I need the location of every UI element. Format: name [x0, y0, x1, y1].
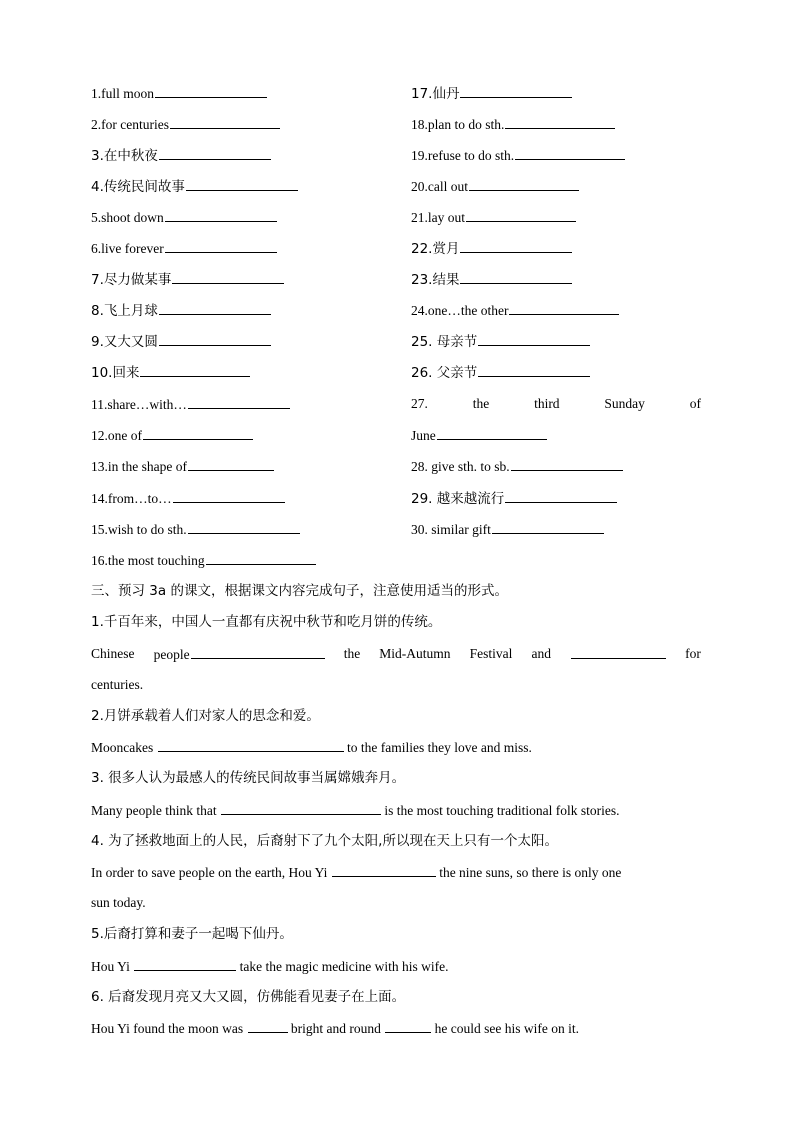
- q4-english: [91, 863, 621, 882]
- vocab-text: 13.in the shape of: [91, 459, 187, 474]
- vocab-text: June: [411, 428, 436, 443]
- sentence-text: Many people think that: [91, 803, 220, 818]
- answer-blank[interactable]: [165, 239, 277, 253]
- vocab-text: 21.lay out: [411, 210, 465, 225]
- answer-blank[interactable]: [173, 489, 285, 503]
- answer-blank[interactable]: [332, 863, 436, 877]
- answer-blank[interactable]: [159, 332, 271, 346]
- answer-blank[interactable]: [134, 957, 236, 971]
- answer-blank[interactable]: [385, 1019, 431, 1033]
- vocab-item-26: [411, 363, 590, 382]
- vocab-item-19: [411, 146, 625, 165]
- answer-blank[interactable]: [571, 645, 666, 659]
- answer-blank[interactable]: [140, 363, 250, 377]
- vocab-item-27-continued: [411, 426, 547, 445]
- vocab-text: 28. give sth. to sb.: [411, 459, 510, 474]
- vocab-text: 3.在中秋夜: [91, 148, 158, 164]
- answer-blank[interactable]: [172, 270, 284, 284]
- vocab-text: 25. 母亲节: [411, 334, 478, 350]
- q3-chinese: 3. 很多人认为最感人的传统民间故事当属嫦娥奔月。: [91, 770, 406, 786]
- answer-blank[interactable]: [158, 738, 344, 752]
- answer-blank[interactable]: [143, 426, 253, 440]
- vocab-item-24: [411, 301, 619, 320]
- answer-blank[interactable]: [511, 457, 623, 471]
- vocab-text: 17.仙丹: [411, 86, 460, 102]
- vocab-item-11: [91, 395, 290, 414]
- answer-blank[interactable]: [509, 301, 619, 315]
- answer-blank[interactable]: [159, 301, 271, 315]
- vocab-text: 23.结果: [411, 272, 460, 288]
- q1-chinese: 1.千百年来，中国人一直都有庆祝中秋节和吃月饼的传统。: [91, 614, 442, 630]
- sentence-text: Mid-Autumn: [379, 646, 451, 661]
- sentence-text: Hou Yi: [91, 959, 134, 974]
- answer-blank[interactable]: [186, 177, 298, 191]
- q1-english: [91, 645, 701, 664]
- vocab-text: 30. similar gift: [411, 522, 491, 537]
- q3-english: [91, 801, 619, 820]
- vocab-text: 19.refuse to do sth.: [411, 148, 515, 163]
- sentence-text: people: [153, 647, 190, 662]
- vocab-text: 2.for centuries: [91, 117, 169, 132]
- vocab-text: 5.shoot down: [91, 210, 164, 225]
- vocab-item-9: [91, 332, 271, 351]
- answer-blank[interactable]: [460, 270, 572, 284]
- vocab-item-4: [91, 177, 298, 196]
- vocab-text: 6.live forever: [91, 241, 164, 256]
- answer-blank[interactable]: [478, 363, 590, 377]
- sentence-segment: [154, 645, 325, 664]
- answer-blank[interactable]: [221, 801, 381, 815]
- vocab-text: 12.one of: [91, 428, 142, 443]
- answer-blank[interactable]: [188, 457, 274, 471]
- vocab-text: 24.one…the other: [411, 303, 509, 318]
- sentence-text: Chinese: [91, 646, 135, 661]
- answer-blank[interactable]: [460, 84, 572, 98]
- answer-blank[interactable]: [170, 115, 280, 129]
- answer-blank[interactable]: [206, 551, 316, 565]
- vocab-text: 8.飞上月球: [91, 303, 158, 319]
- q6-english: [91, 1019, 579, 1038]
- vocab-text: third: [534, 396, 560, 411]
- vocab-item-30: [411, 520, 604, 539]
- vocab-item-22: [411, 239, 572, 258]
- answer-blank[interactable]: [505, 489, 617, 503]
- q6-chinese: 6. 后裔发现月亮又大又圆，仿佛能看见妻子在上面。: [91, 989, 406, 1005]
- vocab-item-7: [91, 270, 284, 289]
- answer-blank[interactable]: [478, 332, 590, 346]
- vocab-item-16: [91, 551, 316, 570]
- answer-blank[interactable]: [159, 146, 271, 160]
- vocab-item-13: [91, 457, 274, 476]
- vocab-item-2: [91, 115, 280, 134]
- vocab-item-17: [411, 84, 572, 103]
- vocab-item-28: [411, 457, 623, 476]
- q2-chinese: 2.月饼承载着人们对家人的思念和爱。: [91, 708, 320, 724]
- vocab-item-1: [91, 84, 267, 103]
- vocab-text: 27.: [411, 396, 428, 411]
- vocab-item-27: [411, 395, 701, 413]
- vocab-item-12: [91, 426, 253, 445]
- vocab-text: 9.又大又圆: [91, 334, 158, 350]
- sentence-text: take the magic medicine with his wife.: [236, 959, 449, 974]
- vocab-item-14: [91, 489, 285, 508]
- section-heading: 三、预习 3a 的课文，根据课文内容完成句子，注意使用适当的形式。: [91, 583, 508, 599]
- vocab-text: of: [689, 396, 701, 411]
- answer-blank[interactable]: [492, 520, 604, 534]
- sentence-text: and: [531, 646, 551, 661]
- sentence-text: the: [343, 646, 361, 661]
- q4-chinese: 4. 为了拯救地面上的人民，后裔射下了九个太阳,所以现在天上只有一个太阳。: [91, 833, 558, 849]
- vocab-text: 29. 越来越流行: [411, 491, 505, 507]
- q1-english-continued: centuries.: [91, 677, 144, 692]
- sentence-text: he could see his wife on it.: [431, 1021, 579, 1036]
- q5-chinese: 5.后裔打算和妻子一起喝下仙丹。: [91, 926, 293, 942]
- vocab-text: the: [472, 396, 490, 411]
- vocab-text: 22.赏月: [411, 241, 460, 257]
- vocab-text: 26. 父亲节: [411, 365, 478, 381]
- answer-blank[interactable]: [515, 146, 625, 160]
- vocab-text: 4.传统民间故事: [91, 179, 185, 195]
- sentence-text: Festival: [469, 646, 513, 661]
- sentence-text: is the most touching traditional folk stories.: [380, 803, 620, 818]
- vocab-item-20: [411, 177, 579, 196]
- answer-blank[interactable]: [191, 645, 325, 659]
- sentence-text: bright and round: [287, 1021, 385, 1036]
- answer-blank[interactable]: [437, 426, 547, 440]
- sentence-text: to the families they love and miss.: [343, 740, 532, 755]
- answer-blank[interactable]: [469, 177, 579, 191]
- vocab-text: 11.share…with…: [91, 397, 187, 412]
- answer-blank[interactable]: [188, 520, 300, 534]
- vocab-item-3: [91, 146, 271, 165]
- answer-blank[interactable]: [155, 84, 267, 98]
- vocab-text: 16.the most touching: [91, 553, 205, 568]
- vocab-item-6: [91, 239, 277, 258]
- q5-english: [91, 957, 448, 976]
- sentence-text: for: [685, 646, 701, 661]
- q2-english: [91, 738, 532, 757]
- vocab-item-5: [91, 208, 277, 227]
- vocab-text: 1.full moon: [91, 86, 154, 101]
- answer-blank[interactable]: [188, 395, 290, 409]
- vocab-item-15: [91, 520, 300, 539]
- answer-blank[interactable]: [505, 115, 615, 129]
- vocab-item-23: [411, 270, 572, 289]
- answer-blank[interactable]: [165, 208, 277, 222]
- vocab-item-18: [411, 115, 615, 134]
- vocab-text: 14.from…to…: [91, 491, 172, 506]
- answer-blank[interactable]: [460, 239, 572, 253]
- vocab-text: Sunday: [604, 396, 645, 411]
- vocab-item-10: [91, 363, 250, 382]
- vocab-text: 20.call out: [411, 179, 468, 194]
- vocab-text: 15.wish to do sth.: [91, 522, 187, 537]
- sentence-text: In order to save people on the earth, Hou Yi: [91, 865, 331, 880]
- vocab-item-29: [411, 489, 617, 508]
- vocab-item-8: [91, 301, 271, 320]
- answer-blank[interactable]: [466, 208, 576, 222]
- vocab-item-25: [411, 332, 590, 351]
- vocab-text: 10.回来: [91, 365, 140, 381]
- sentence-text: the nine suns, so there is only one: [435, 865, 622, 880]
- vocab-text: 18.plan to do sth.: [411, 117, 505, 132]
- vocab-item-21: [411, 208, 576, 227]
- sentence-text: Hou Yi found the moon was: [91, 1021, 247, 1036]
- answer-blank[interactable]: [248, 1019, 288, 1033]
- sentence-text: Mooncakes: [91, 740, 157, 755]
- q4-english-continued: sun today.: [91, 895, 146, 910]
- vocab-text: 7.尽力做某事: [91, 272, 172, 288]
